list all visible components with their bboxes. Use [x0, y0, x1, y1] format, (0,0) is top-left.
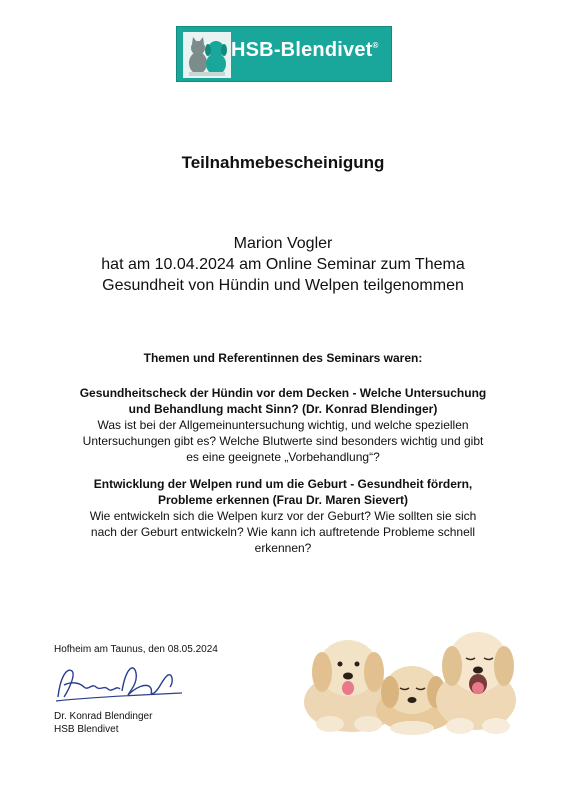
brand-logo — [176, 26, 392, 82]
puppies-photo — [290, 620, 522, 738]
topic-title-line: Entwicklung der Welpen rund um die Geburt - Gesundheit fördern, — [93, 477, 473, 491]
topic-title-line: Probleme erkennen (Frau Dr. Maren Sievert) — [157, 493, 409, 507]
topic-body-line: Untersuchungen gibt es? Welche Blutwerte sind besonders wichtig und gibt — [82, 434, 484, 448]
logo-wordmark: HSB-Blendivet® — [231, 39, 379, 61]
topic-item — [40, 476, 526, 556]
topic-body-line: erkennen? — [254, 541, 312, 555]
topic-body-line: nach der Geburt entwickeln? Wie kann ich auftretende Probleme schnell — [90, 525, 476, 539]
topic-title-line: Gesundheitscheck der Hündin vor dem Decken - Welche Untersuchung — [79, 386, 487, 400]
signer-name: Dr. Konrad Blendinger — [54, 711, 153, 722]
recipient-line-date: hat am 10.04.2024 am Online Seminar zum Thema — [101, 256, 465, 273]
signer-block — [54, 710, 152, 736]
topic-item — [40, 385, 526, 465]
place-date: Hofheim am Taunus, den 08.05.2024 — [54, 644, 218, 655]
topics-heading: Themen und Referentinnen des Seminars waren: — [143, 351, 423, 365]
recipient-line-topic: Gesundheit von Hündin und Welpen teilgenommen — [102, 277, 464, 294]
topic-body-line: Wie entwickeln sich die Welpen kurz vor der Geburt? Wie sollten sie sich — [89, 509, 477, 523]
topic-body-line: Was ist bei der Allgemeinuntersuchung wichtig, und welche speziellen — [97, 418, 469, 432]
topic-title-line: und Behandlung macht Sinn? (Dr. Konrad Blendinger) — [128, 402, 438, 416]
handwritten-signature — [50, 657, 190, 705]
document-title: Teilnahmebescheinigung — [181, 153, 385, 172]
topic-body-line: es eine geeignete „Vorbehandlung“? — [186, 450, 380, 464]
cat-and-dog-icon — [181, 30, 233, 80]
recipient-name: Marion Vogler — [233, 235, 333, 252]
recipient-block — [0, 233, 566, 296]
signer-org: HSB Blendivet — [54, 724, 119, 735]
